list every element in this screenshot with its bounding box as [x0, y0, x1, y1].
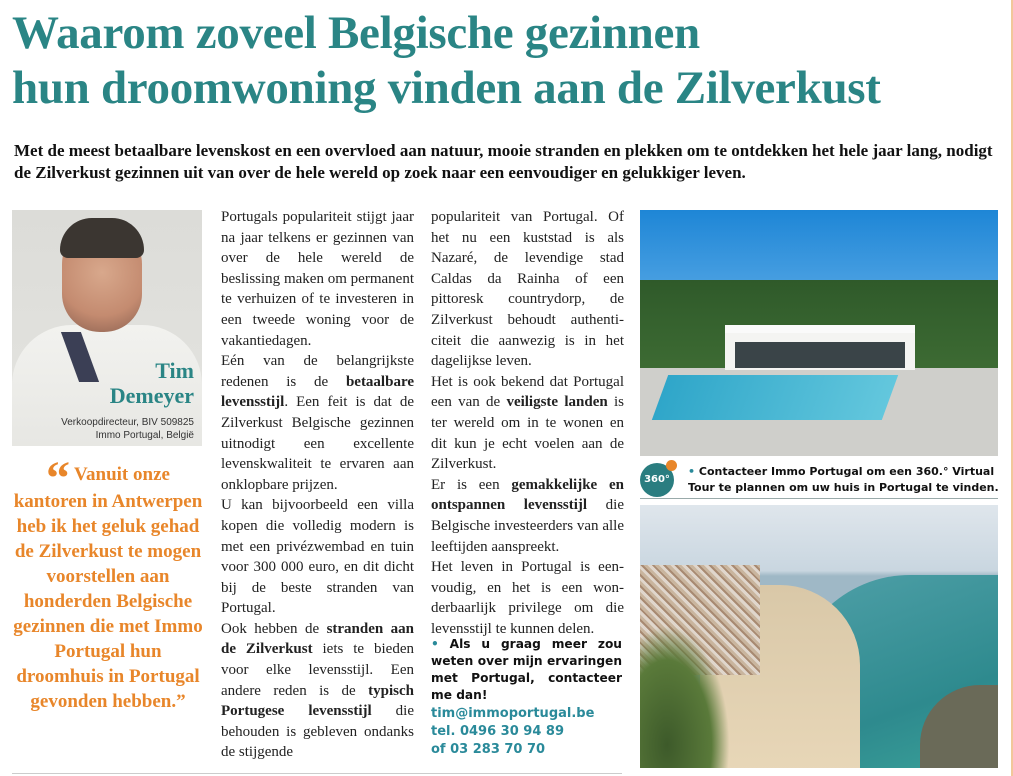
phone-link-2[interactable]: of 03 283 70 70 — [431, 742, 546, 757]
icon-label: 360° — [644, 474, 670, 485]
text: is ter wereld om in te wonen en dit kun je echt voelen aan de Zilverkust. — [431, 394, 624, 473]
paragraph — [431, 372, 624, 475]
paragraph: populariteit van Portugal. Of het nu een kuststad is als Nazaré, de levendige stad Caldas da Rainha of een pittoresk countrydorp, de Zilverkust behoudt authenticiteit die aanwezig is in het dagelijkse leven. — [431, 209, 624, 370]
paragraph: U kan bijvoorbeeld een villa kopen die volledig modern is met een privézwembad en tuin voor 300 000 euro, en dit dicht bij de beste stranden van Portugal. — [221, 497, 414, 617]
plant-shape — [640, 625, 730, 768]
text: die behouden is gebleven ondanks de stijgende — [221, 703, 414, 761]
paragraph — [221, 619, 414, 763]
bold-text: stranden aan de Zilverkust — [221, 620, 414, 658]
divider — [12, 773, 622, 774]
headline-line-1: Waarom zoveel Belgische gezinnen — [12, 7, 700, 59]
hair-shape — [60, 218, 144, 258]
bullet-icon: • — [688, 465, 696, 478]
bold-text: typisch Portugese levensstijl — [221, 682, 414, 720]
pool-shape — [652, 375, 898, 420]
paragraph: Het leven in Portugal is eenvoudig, en het is een wonderbaarlijk privilege om die levensstijl te kunnen delen. — [431, 559, 624, 637]
bold-text: veiligste landen — [506, 394, 608, 411]
email-link[interactable]: tim@immoportugal.be — [431, 706, 595, 721]
article-column-2 — [431, 207, 624, 639]
text: . Een feit is dat de Zilverkust Belgische gezinnen uitnodigt een excellente levenskwaliteit te ervaren aan onklopbare prijzen. — [221, 394, 414, 493]
lead-paragraph: Met de meest betaalbare levenskost en een overvloed aan natuur, mooie stranden en plekken om te ontdekken het hele jaar lang, nodigt de Zilverkust gezinnen uit van over de hele wereld op zoek naar een eenvoudiger en gelukkiger leven. — [14, 141, 993, 182]
headline — [12, 6, 1002, 116]
quote-mark-icon: “ — [46, 452, 71, 505]
paragraph — [221, 351, 414, 495]
text: Het is ook bekend dat Portugal een van de — [431, 373, 624, 411]
headline-line-2: hun droomwoning vinden aan de Zilverkust — [12, 62, 881, 114]
text: die Belgische investeerders van alle leeftijden aanspreekt. — [431, 497, 625, 555]
360-tour-icon — [640, 463, 674, 497]
paragraph — [431, 475, 624, 557]
text: iets te bieden voor elke levensstijl. Een andere reden is de — [221, 641, 414, 699]
bullet-icon: • — [431, 637, 439, 651]
window-shape — [735, 342, 905, 368]
text: Eén van de belangrijkste redenen is de — [221, 353, 414, 390]
company-text: Immo Portugal, België — [95, 430, 194, 441]
tour-text: Contacteer Immo Portugal om een 360.° Virtual Tour te plannen om uw huis in Portugal te vinden. — [688, 465, 999, 494]
beach-photo — [640, 505, 998, 768]
bold-text: gemakkelijke en ontspannen levensstijl — [431, 476, 624, 514]
contact-callout — [431, 636, 622, 704]
pull-quote — [12, 452, 204, 714]
check-badge-icon — [666, 460, 677, 471]
virtual-tour-text — [688, 464, 1000, 496]
contact-details — [431, 705, 594, 759]
first-name: Tim — [155, 358, 194, 383]
profile-photo — [12, 210, 202, 446]
callout-text: Als u graag meer zou weten over mijn ervaringen met Portugal, contacteer me dan! — [431, 637, 622, 702]
virtual-tour-banner — [640, 461, 998, 499]
profile-name — [110, 358, 194, 408]
role-text: Verkoopdirecteur, BIV 509825 — [61, 417, 194, 428]
text: Er is een — [431, 476, 512, 493]
article-column-1 — [221, 207, 414, 763]
last-name: Demeyer — [109, 383, 194, 408]
phone-link[interactable]: tel. 0496 30 94 89 — [431, 724, 564, 739]
quote-text: Vanuit onze kantoren in Antwerpen heb ik het geluk gehad de Zilverkust te mogen voorstellen aan honderden Belgische gezinnen die met Immo Portugal hun droomhuis in Portugal gevonden hebben.” — [13, 464, 203, 712]
paragraph: Portugals populariteit stijgt jaar na jaar telkens er gezinnen van over de hele wereld de beslissing maken om permanent te verhuizen of te investeren in een tweede woning voor de vakantiedagen. — [221, 209, 414, 349]
villa-photo — [640, 210, 998, 456]
bold-text: betaalbare levensstijl — [221, 373, 414, 411]
text: Ook hebben de — [221, 620, 327, 637]
profile-role — [61, 416, 194, 442]
